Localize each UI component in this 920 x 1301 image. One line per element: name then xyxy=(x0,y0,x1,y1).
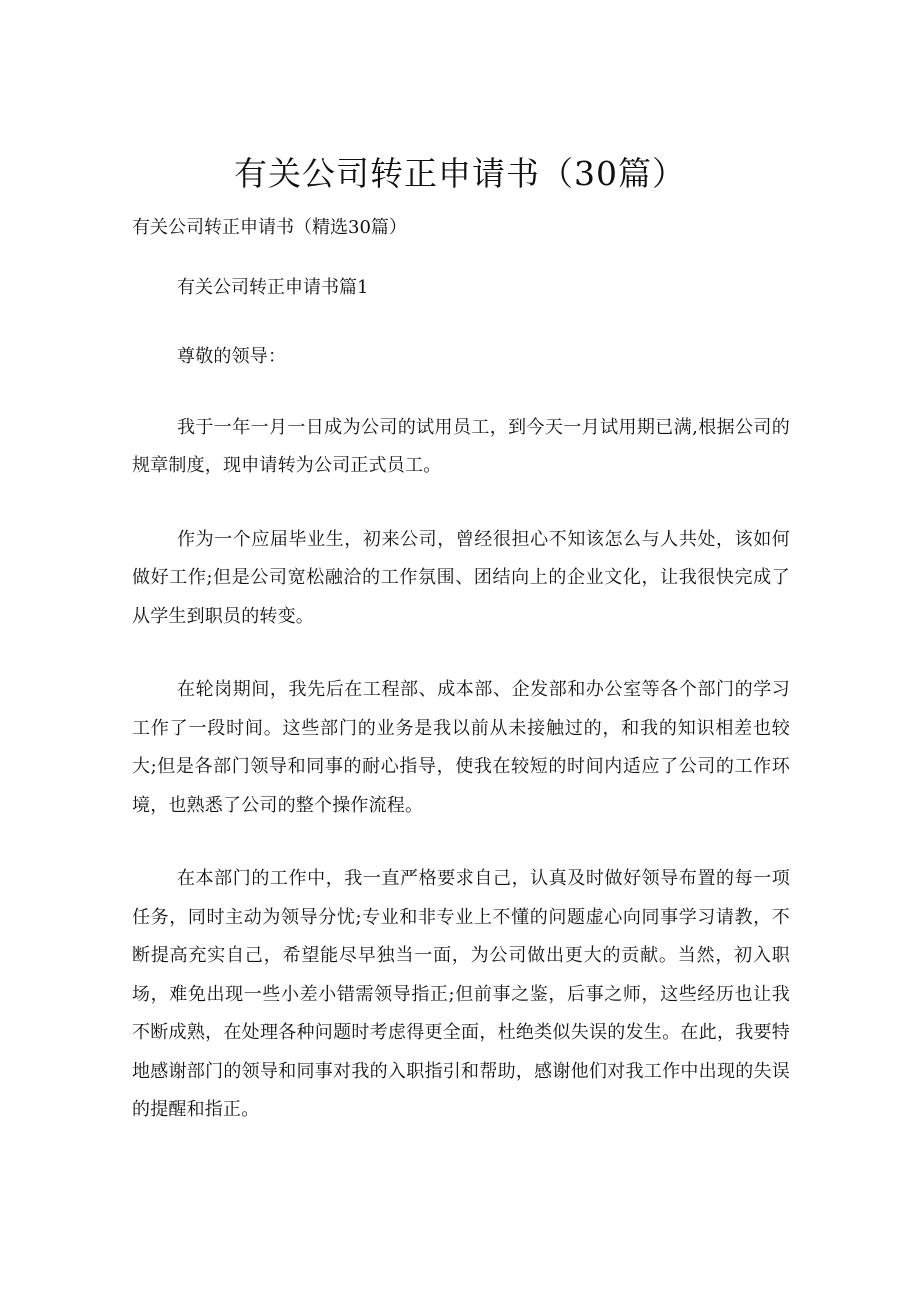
document-title: 有关公司转正申请书（30篇） xyxy=(234,154,686,193)
salutation: 尊敬的领导： xyxy=(177,346,287,367)
section-heading: 有关公司转正申请书篇1 xyxy=(177,277,369,298)
document-body xyxy=(132,338,790,1165)
document-subtitle: 有关公司转正申请书（精选30篇） xyxy=(132,217,407,238)
paragraph-2: 作为一个应届毕业生，初来公司，曾经很担心不知该怎么与人共处，该如何做好工作;但是公司宽松融洽的工作氛围、团结向上的企业文化，让我很快完成了从学生到职员的转变。 xyxy=(132,528,790,627)
paragraph-1: 我于一年一月一日成为公司的试用员工，到今天一月试用期已满,根据公司的规章制度，现申请转为公司正式员工。 xyxy=(132,416,790,476)
paragraph-3: 在轮岗期间，我先后在工程部、成本部、企发部和办公室等各个部门的学习工作了一段时间。这些部门的业务是我以前从未接触过的，和我的知识相差也较大;但是各部门领导和同事的耐心指导，使我在较短的时间内适应了公司的工作环境，也熟悉了公司的整个操作流程。 xyxy=(132,679,790,816)
paragraph-4: 在本部门的工作中，我一直严格要求自己，认真及时做好领导布置的每一项任务，同时主动为领导分忧;专业和非专业上不懂的问题虚心向同事学习请教，不断提高充实自己，希望能尽早独当一面，为公司做出更大的贡献。当然，初入职场，难免出现一些小差小错需领导指正;但前事之鉴，后事之师，这些经历也让我不断成熟，在处理各种问题时考虑得更全面，杜绝类似失误的发生。在此，我要特地感谢部门的领导和同事对我的入职指引和帮助，感谢他们对我工作中出现的失误的提醒和指正。 xyxy=(132,868,790,1120)
